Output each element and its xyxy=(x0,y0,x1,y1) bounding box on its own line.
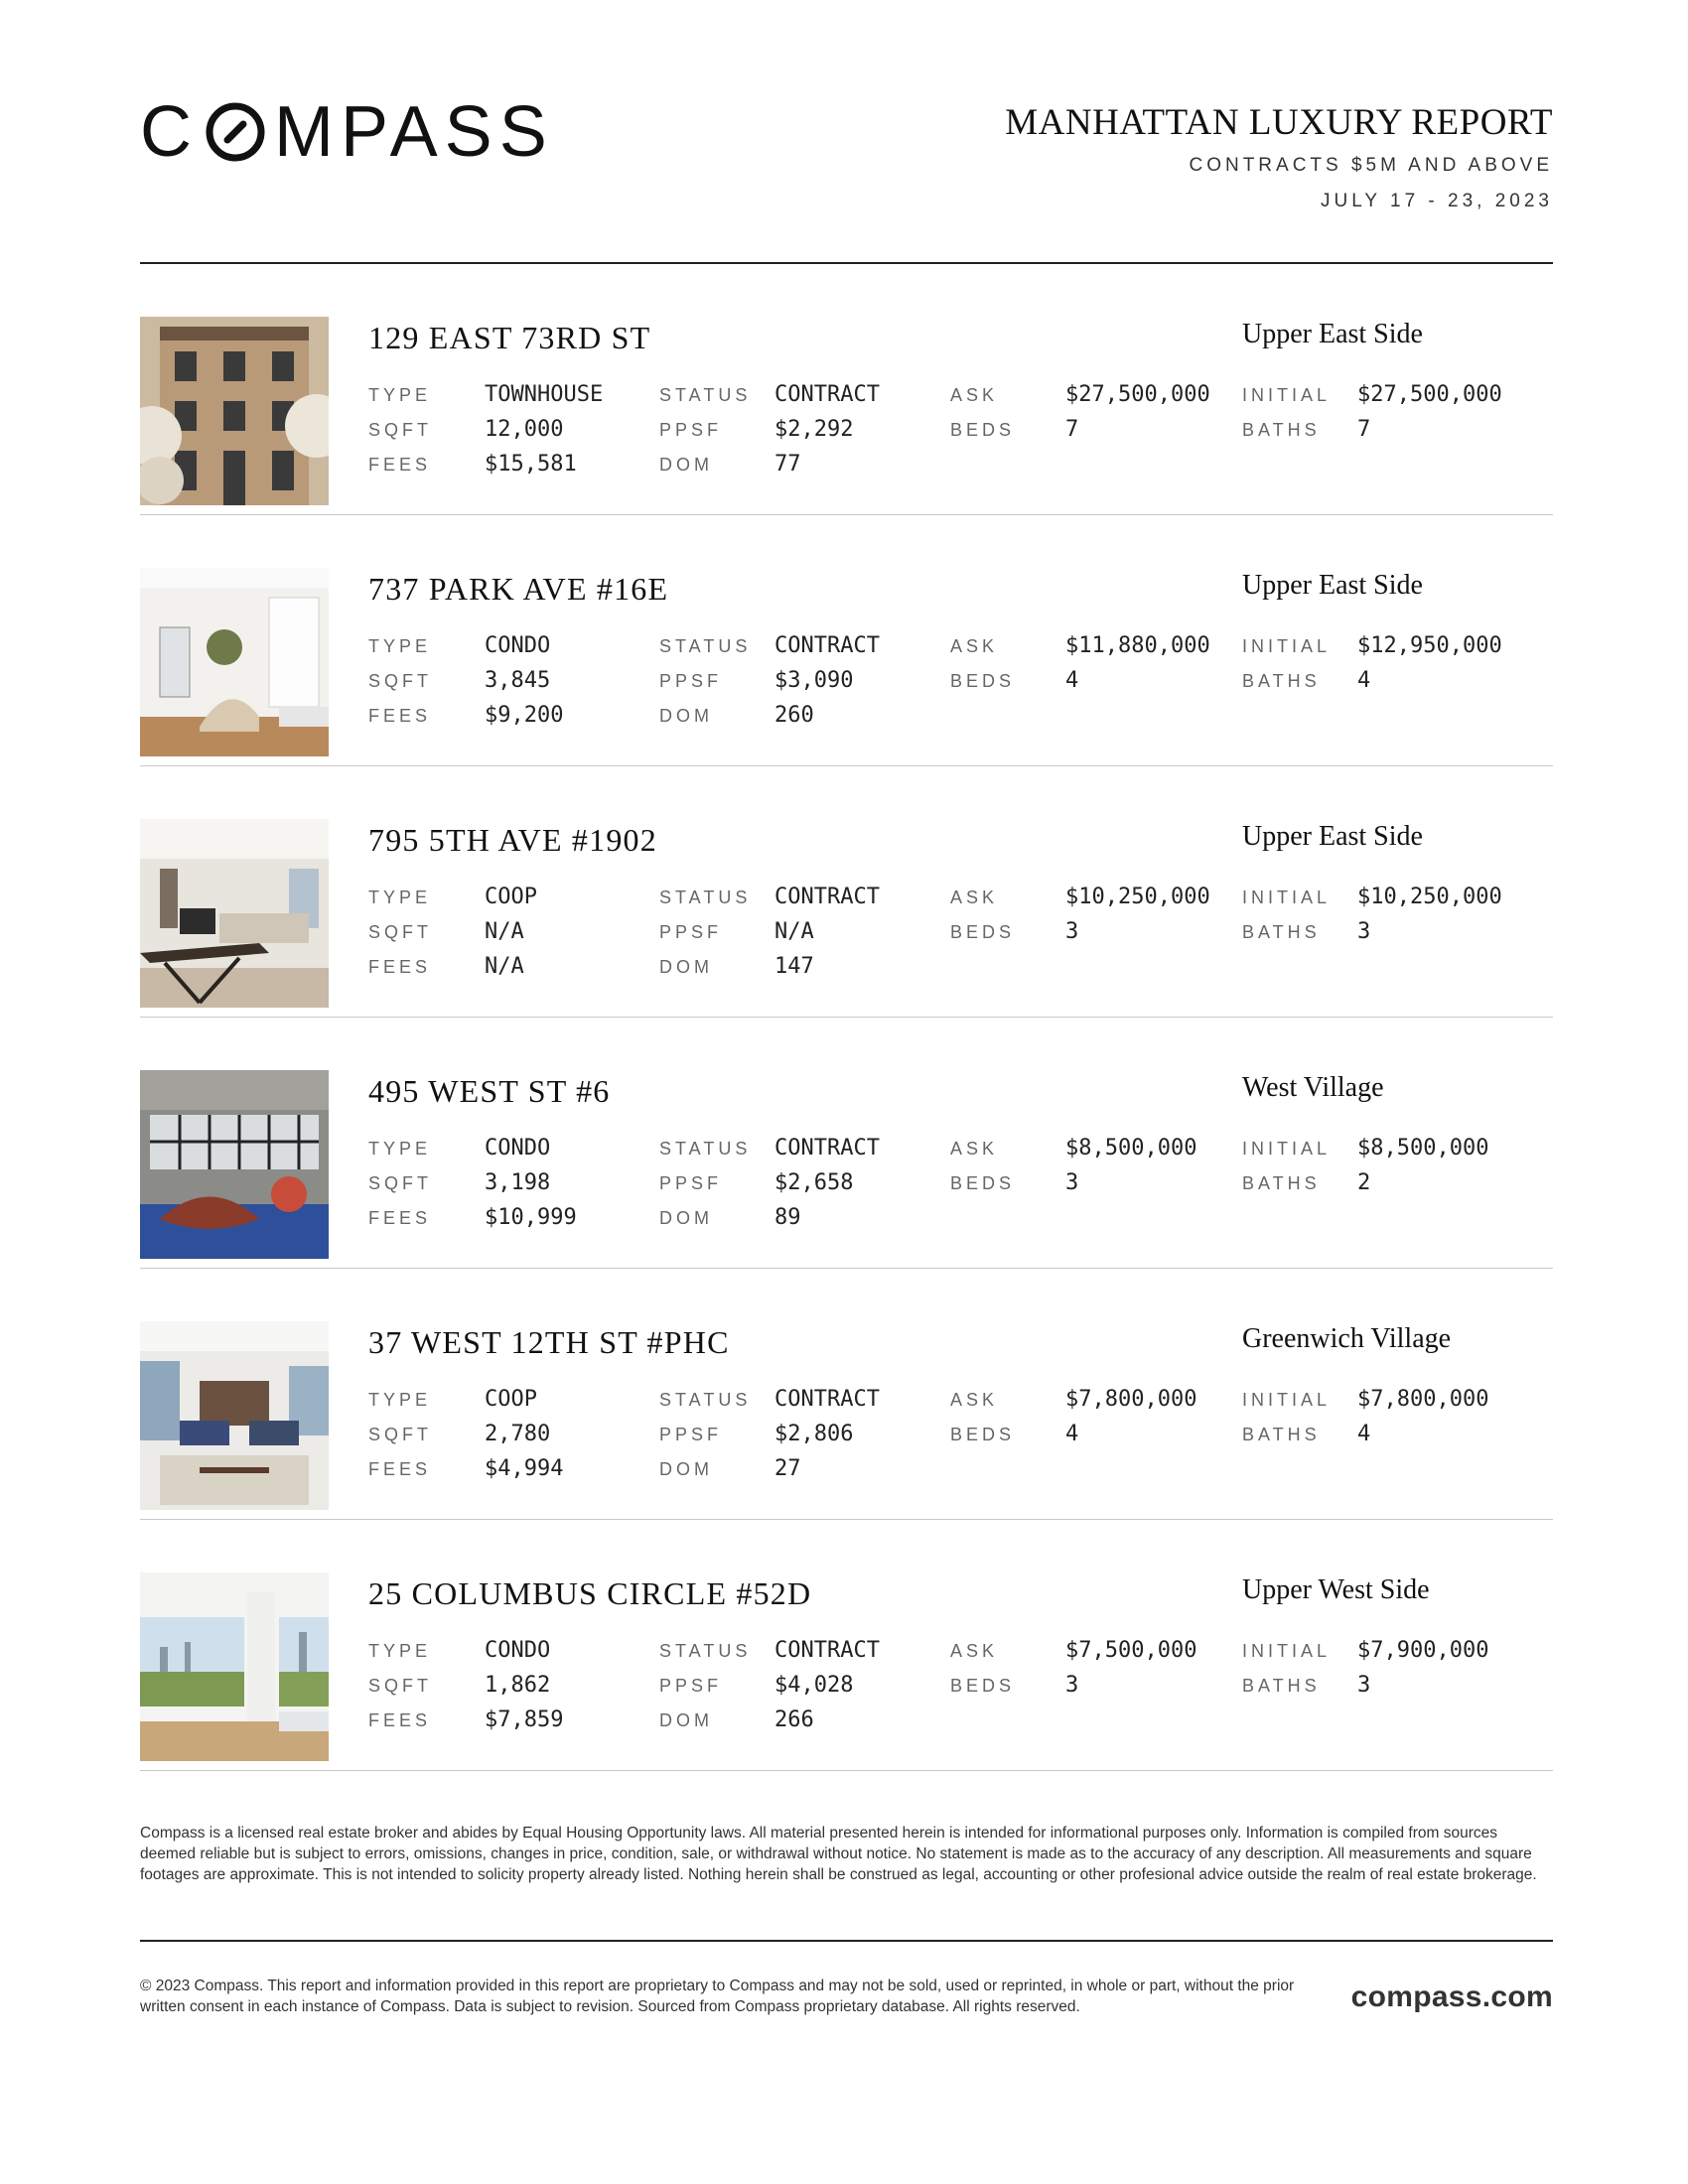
copyright-notice: © 2023 Compass. This report and information provided in this report are proprietary to Compass and may not be sold, used or reprinted, in whole or part, without the prior written consent in each instance of Compass. Data is subject to revision. Sourced from Compass proprietary database. All rights reserved. xyxy=(140,1978,1295,2015)
initial-label: INITIAL xyxy=(1242,1139,1332,1159)
ask-label: ASK xyxy=(950,1390,999,1410)
ppsf-label: PPSF xyxy=(659,671,723,691)
ask-value: $10,250,000 xyxy=(1065,885,1210,909)
property-photo-image xyxy=(140,819,329,1008)
baths-label: BATHS xyxy=(1242,1676,1321,1696)
listing-neighborhood: West Village xyxy=(1242,1072,1384,1103)
initial-value: $7,900,000 xyxy=(1357,1638,1489,1663)
listing-photo xyxy=(140,819,329,1008)
listing-row xyxy=(140,1269,1553,1520)
sqft-value: 2,780 xyxy=(485,1422,551,1446)
dom-label: DOM xyxy=(659,455,713,475)
baths-value: 3 xyxy=(1357,1673,1371,1698)
ask-value: $7,500,000 xyxy=(1065,1638,1197,1663)
type-label: TYPE xyxy=(368,385,432,405)
status-value: CONTRACT xyxy=(774,633,880,658)
type-value: COOP xyxy=(485,1387,537,1412)
property-photo-image xyxy=(140,1321,329,1510)
status-label: STATUS xyxy=(659,1390,752,1410)
dom-value: 89 xyxy=(774,1205,801,1230)
fees-label: FEES xyxy=(368,706,432,726)
baths-value: 7 xyxy=(1357,417,1371,442)
fees-value: $15,581 xyxy=(485,452,577,477)
beds-value: 4 xyxy=(1065,1422,1079,1446)
status-value: CONTRACT xyxy=(774,1136,880,1160)
fees-value: $9,200 xyxy=(485,703,564,728)
beds-label: BEDS xyxy=(950,671,1016,691)
listing-address: 129 EAST 73RD ST xyxy=(368,320,651,355)
beds-label: BEDS xyxy=(950,1676,1016,1696)
ask-value: $27,500,000 xyxy=(1065,382,1210,407)
ppsf-label: PPSF xyxy=(659,1425,723,1444)
type-value: CONDO xyxy=(485,633,551,658)
website-link[interactable]: compass.com xyxy=(1350,1980,1553,2013)
status-label: STATUS xyxy=(659,887,752,907)
fees-label: FEES xyxy=(368,1710,432,1730)
dom-value: 266 xyxy=(774,1707,814,1732)
type-label: TYPE xyxy=(368,1139,432,1159)
dom-label: DOM xyxy=(659,706,713,726)
baths-label: BATHS xyxy=(1242,922,1321,942)
beds-value: 3 xyxy=(1065,1170,1079,1195)
listing-address: 795 5TH AVE #1902 xyxy=(368,822,657,858)
fees-label: FEES xyxy=(368,1208,432,1228)
listing-address: 25 COLUMBUS CIRCLE #52D xyxy=(368,1575,812,1611)
sqft-value: 3,845 xyxy=(485,668,551,693)
dom-label: DOM xyxy=(659,1710,713,1730)
baths-value: 4 xyxy=(1357,1422,1371,1446)
ask-value: $8,500,000 xyxy=(1065,1136,1197,1160)
report-subtitle: CONTRACTS $5M AND ABOVE xyxy=(1189,155,1553,176)
listing-photo xyxy=(140,1572,329,1761)
status-value: CONTRACT xyxy=(774,1638,880,1663)
ask-value: $11,880,000 xyxy=(1065,633,1210,658)
type-label: TYPE xyxy=(368,1641,432,1661)
status-value: CONTRACT xyxy=(774,382,880,407)
status-label: STATUS xyxy=(659,636,752,656)
sqft-label: SQFT xyxy=(368,922,432,942)
status-value: CONTRACT xyxy=(774,885,880,909)
fees-label: FEES xyxy=(368,455,432,475)
compass-logo: C MPASS xyxy=(140,92,554,172)
beds-label: BEDS xyxy=(950,922,1016,942)
report-date-range: JULY 17 - 23, 2023 xyxy=(1321,191,1553,211)
sqft-label: SQFT xyxy=(368,1676,432,1696)
fees-value: $7,859 xyxy=(485,1707,564,1732)
type-value: CONDO xyxy=(485,1638,551,1663)
baths-label: BATHS xyxy=(1242,1173,1321,1193)
listing-address: 737 PARK AVE #16E xyxy=(368,571,669,607)
ask-label: ASK xyxy=(950,1139,999,1159)
footer-divider xyxy=(140,1940,1553,1942)
dom-value: 27 xyxy=(774,1456,801,1481)
baths-label: BATHS xyxy=(1242,1425,1321,1444)
status-label: STATUS xyxy=(659,1641,752,1661)
listings-list xyxy=(140,264,1553,1771)
property-photo-image xyxy=(140,317,329,505)
sqft-label: SQFT xyxy=(368,671,432,691)
initial-value: $27,500,000 xyxy=(1357,382,1502,407)
ask-value: $7,800,000 xyxy=(1065,1387,1197,1412)
initial-value: $10,250,000 xyxy=(1357,885,1502,909)
listing-neighborhood: Upper East Side xyxy=(1242,821,1423,852)
fees-value: $4,994 xyxy=(485,1456,564,1481)
dom-label: DOM xyxy=(659,1459,713,1479)
listing-photo xyxy=(140,317,329,505)
sqft-value: N/A xyxy=(485,919,524,944)
ppsf-label: PPSF xyxy=(659,922,723,942)
baths-value: 2 xyxy=(1357,1170,1371,1195)
ask-label: ASK xyxy=(950,1641,999,1661)
baths-label: BATHS xyxy=(1242,671,1321,691)
ppsf-value: $2,806 xyxy=(774,1422,854,1446)
dom-value: 260 xyxy=(774,703,814,728)
initial-label: INITIAL xyxy=(1242,1390,1332,1410)
property-photo-image xyxy=(140,568,329,756)
listing-photo xyxy=(140,568,329,756)
beds-value: 4 xyxy=(1065,668,1079,693)
legal-disclaimer: Compass is a licensed real estate broker and abides by Equal Housing Opportunity laws. All material presented herein is intended for informational purposes only. Information is compiled from sources deemed reliable but is subject to errors, omissions, changes in price, condition, sale, or withdrawal without notice. No statement is made as to the accuracy of any description. All measurements and square footages are approximate. This is not intended to solicity property already listed. Nothing herein shall be construed as legal, accounting or other profesional advice outside the realm of real estate brokerage. xyxy=(140,1825,1537,1883)
listing-row xyxy=(140,1520,1553,1771)
dom-value: 77 xyxy=(774,452,801,477)
status-label: STATUS xyxy=(659,385,752,405)
type-label: TYPE xyxy=(368,636,432,656)
property-photo-image xyxy=(140,1572,329,1761)
ask-label: ASK xyxy=(950,636,999,656)
sqft-label: SQFT xyxy=(368,1173,432,1193)
ppsf-label: PPSF xyxy=(659,420,723,440)
initial-value: $12,950,000 xyxy=(1357,633,1502,658)
dom-label: DOM xyxy=(659,957,713,977)
initial-label: INITIAL xyxy=(1242,1641,1332,1661)
property-photo-image xyxy=(140,1070,329,1259)
beds-value: 3 xyxy=(1065,1673,1079,1698)
baths-value: 4 xyxy=(1357,668,1371,693)
ppsf-value: $2,658 xyxy=(774,1170,854,1195)
listing-row xyxy=(140,766,1553,1018)
initial-label: INITIAL xyxy=(1242,887,1332,907)
initial-value: $8,500,000 xyxy=(1357,1136,1489,1160)
type-value: TOWNHOUSE xyxy=(485,382,604,407)
listing-neighborhood: Upper East Side xyxy=(1242,319,1423,349)
sqft-label: SQFT xyxy=(368,1425,432,1444)
beds-label: BEDS xyxy=(950,1173,1016,1193)
listing-row xyxy=(140,264,1553,515)
initial-value: $7,800,000 xyxy=(1357,1387,1489,1412)
listing-neighborhood: Upper East Side xyxy=(1242,570,1423,601)
beds-value: 3 xyxy=(1065,919,1079,944)
listing-row xyxy=(140,515,1553,766)
ppsf-label: PPSF xyxy=(659,1676,723,1696)
ask-label: ASK xyxy=(950,887,999,907)
ppsf-value: $4,028 xyxy=(774,1673,854,1698)
dom-value: 147 xyxy=(774,954,814,979)
type-label: TYPE xyxy=(368,1390,432,1410)
initial-label: INITIAL xyxy=(1242,636,1332,656)
sqft-value: 3,198 xyxy=(485,1170,551,1195)
status-label: STATUS xyxy=(659,1139,752,1159)
listing-photo xyxy=(140,1321,329,1510)
fees-value: $10,999 xyxy=(485,1205,577,1230)
beds-value: 7 xyxy=(1065,417,1079,442)
ppsf-value: $3,090 xyxy=(774,668,854,693)
listing-address: 495 WEST ST #6 xyxy=(368,1073,611,1109)
compass-needle-icon xyxy=(203,99,268,165)
listing-neighborhood: Upper West Side xyxy=(1242,1574,1430,1605)
listing-address: 37 WEST 12TH ST #PHC xyxy=(368,1324,730,1360)
fees-value: N/A xyxy=(485,954,524,979)
listing-photo xyxy=(140,1070,329,1259)
beds-label: BEDS xyxy=(950,1425,1016,1444)
listing-row xyxy=(140,1018,1553,1269)
baths-value: 3 xyxy=(1357,919,1371,944)
ppsf-label: PPSF xyxy=(659,1173,723,1193)
type-value: CONDO xyxy=(485,1136,551,1160)
fees-label: FEES xyxy=(368,1459,432,1479)
ppsf-value: N/A xyxy=(774,919,814,944)
baths-label: BATHS xyxy=(1242,420,1321,440)
sqft-value: 1,862 xyxy=(485,1673,551,1698)
type-label: TYPE xyxy=(368,887,432,907)
sqft-label: SQFT xyxy=(368,420,432,440)
beds-label: BEDS xyxy=(950,420,1016,440)
listing-neighborhood: Greenwich Village xyxy=(1242,1323,1452,1354)
type-value: COOP xyxy=(485,885,537,909)
fees-label: FEES xyxy=(368,957,432,977)
initial-label: INITIAL xyxy=(1242,385,1332,405)
ask-label: ASK xyxy=(950,385,999,405)
report-title: MANHATTAN LUXURY REPORT xyxy=(1005,102,1553,143)
dom-label: DOM xyxy=(659,1208,713,1228)
status-value: CONTRACT xyxy=(774,1387,880,1412)
ppsf-value: $2,292 xyxy=(774,417,854,442)
sqft-value: 12,000 xyxy=(485,417,564,442)
